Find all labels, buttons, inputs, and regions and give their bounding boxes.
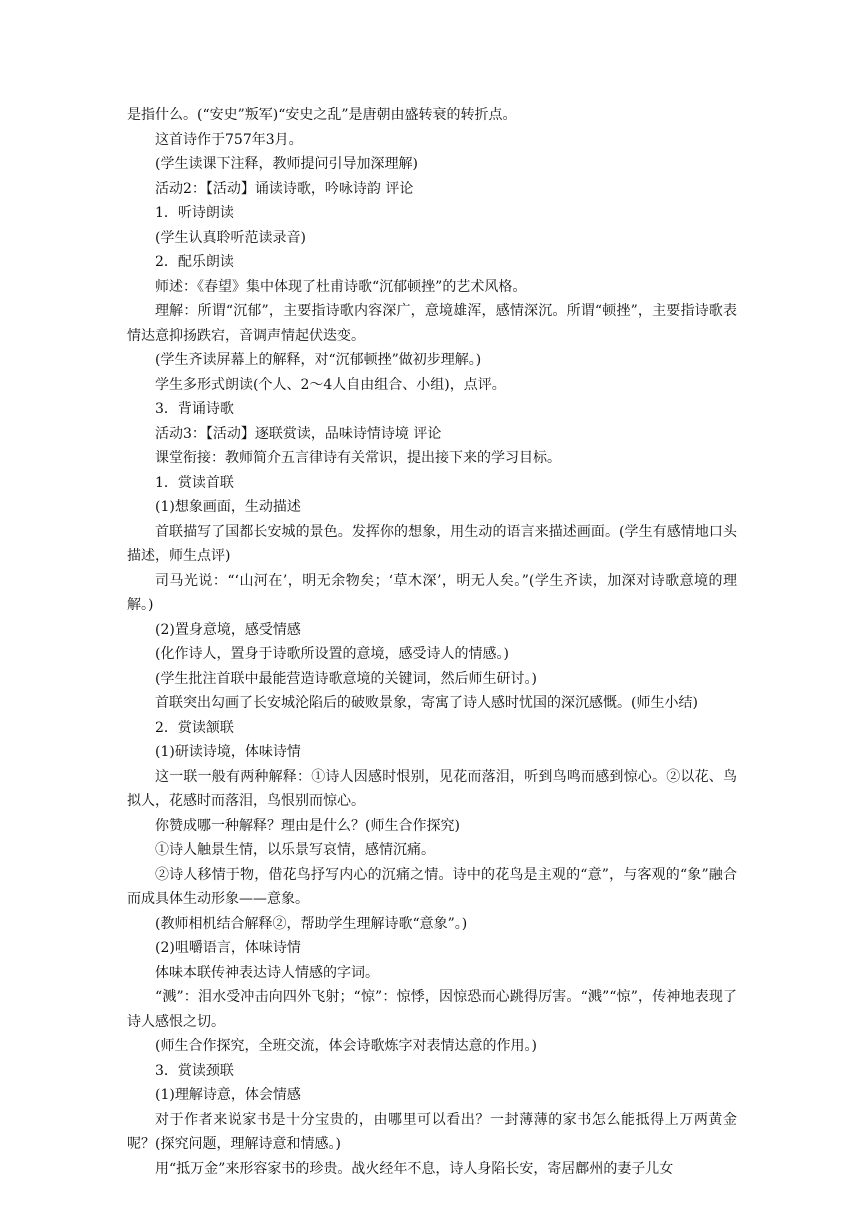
paragraph: (学生齐读屏幕上的解释，对“沉郁顿挫”做初步理解。)	[155, 352, 482, 368]
paragraph: 课堂衔接：教师简介五言律诗有关常识，提出接下来的学习目标。	[155, 450, 561, 466]
paragraph: (学生批注首联中最能营造诗歌意境的关键词，然后师生研讨。)	[155, 670, 537, 687]
paragraph: 理解：所谓“沉郁”，主要指诗歌内容深广，意境雄浑，感情深沉。所谓“顿挫”，主要指诗歌表情达意抑扬跌宕，音调声情起伏迭变。	[127, 303, 737, 344]
paragraph: 体味本联传神表达诗人情感的字词。	[155, 964, 379, 981]
subheading: (1)想象画面，生动描述	[155, 499, 301, 515]
subheading: 3．背诵诗歌	[155, 401, 234, 417]
subheading: (2)咀嚼语言，体味诗情	[155, 940, 301, 956]
paragraph: 你赞成哪一种解释？理由是什么？(师生合作探究)	[155, 817, 460, 834]
subheading: (1)研读诗境，体味诗情	[155, 744, 301, 760]
subheading: 1．赏读首联	[155, 474, 234, 491]
paragraph: (学生读课下注释，教师提问引导加深理解)	[155, 156, 418, 172]
document-page	[127, 103, 737, 1181]
paragraph: (学生认真聆听范读录音)	[155, 229, 306, 246]
paragraph: 司马光说：“‘山河在’，明无余物矣；‘草木深’，明无人矣。”(学生齐读，加深对诗歌意境的理解。)	[127, 572, 737, 613]
paragraph: 首联突出勾画了长安城沦陷后的破败景象，寄寓了诗人感时忧国的深沉感慨。(师生小结)	[155, 695, 698, 711]
paragraph: ①诗人触景生情，以乐景写哀情，感情沉痛。	[155, 842, 435, 858]
paragraph: (教师相机结合解释②，帮助学生理解诗歌“意象”。)	[155, 915, 468, 932]
subheading: (1)理解诗意，体会情感	[155, 1087, 301, 1103]
paragraph: 用“抵万金”来形容家书的珍贵。战火经年不息，诗人身陷长安，寄居鄜州的妻子儿女	[155, 1160, 674, 1177]
subheading: 2．赏读颔联	[155, 719, 234, 736]
paragraph: 对于作者来说家书是十分宝贵的，由哪里可以看出？一封薄薄的家书怎么能抵得上万两黄金呢？(探究问题，理解诗意和情感。)	[127, 1111, 737, 1152]
section-heading: 活动3：【活动】逐联赏读，品味诗情诗境 评论	[155, 425, 442, 442]
paragraph: “溅”：泪水受冲击向四外飞射；“惊”：惊悸，因惊恐而心跳得厉害。“溅”“惊”，传神地表现了诗人感恨之切。	[127, 989, 737, 1030]
paragraph: 这首诗作于757年3月。	[155, 131, 303, 148]
subheading: 1．听诗朗读	[155, 205, 234, 221]
paragraph: (化作诗人，置身于诗歌所设置的意境，感受诗人的情感。)	[155, 646, 509, 662]
paragraph: 是指什么。(“安史”叛军)“安史之乱”是唐朝由盛转衰的转折点。	[127, 107, 517, 123]
paragraph: 首联描写了国都长安城的景色。发挥你的想象，用生动的语言来描述画面。(学生有感情地口头描述，师生点评)	[127, 523, 737, 564]
paragraph: 师述：《春望》集中体现了杜甫诗歌“沉郁顿挫”的艺术风格。	[155, 278, 527, 295]
paragraph: (师生合作探究，全班交流，体会诗歌炼字对表情达意的作用。)	[155, 1038, 537, 1054]
subheading: (2)置身意境，感受情感	[155, 621, 301, 638]
paragraph: 学生多形式朗读(个人、2～4人自由组合、小组)，点评。	[155, 376, 506, 393]
paragraph: ②诗人移情于物，借花鸟抒写内心的沉痛之情。诗中的花鸟是主观的“意”，与客观的“象”融合而成具体生动形象——意象。	[127, 866, 737, 907]
subheading: 2．配乐朗读	[155, 254, 234, 270]
section-heading: 活动2：【活动】诵读诗歌，吟咏诗韵 评论	[155, 180, 414, 197]
paragraph: 这一联一般有两种解释：①诗人因感时恨别，见花而落泪，听到鸟鸣而感到惊心。②以花、鸟拟人，花感时而落泪，鸟恨别而惊心。	[127, 768, 737, 809]
subheading: 3．赏读颈联	[155, 1062, 234, 1079]
